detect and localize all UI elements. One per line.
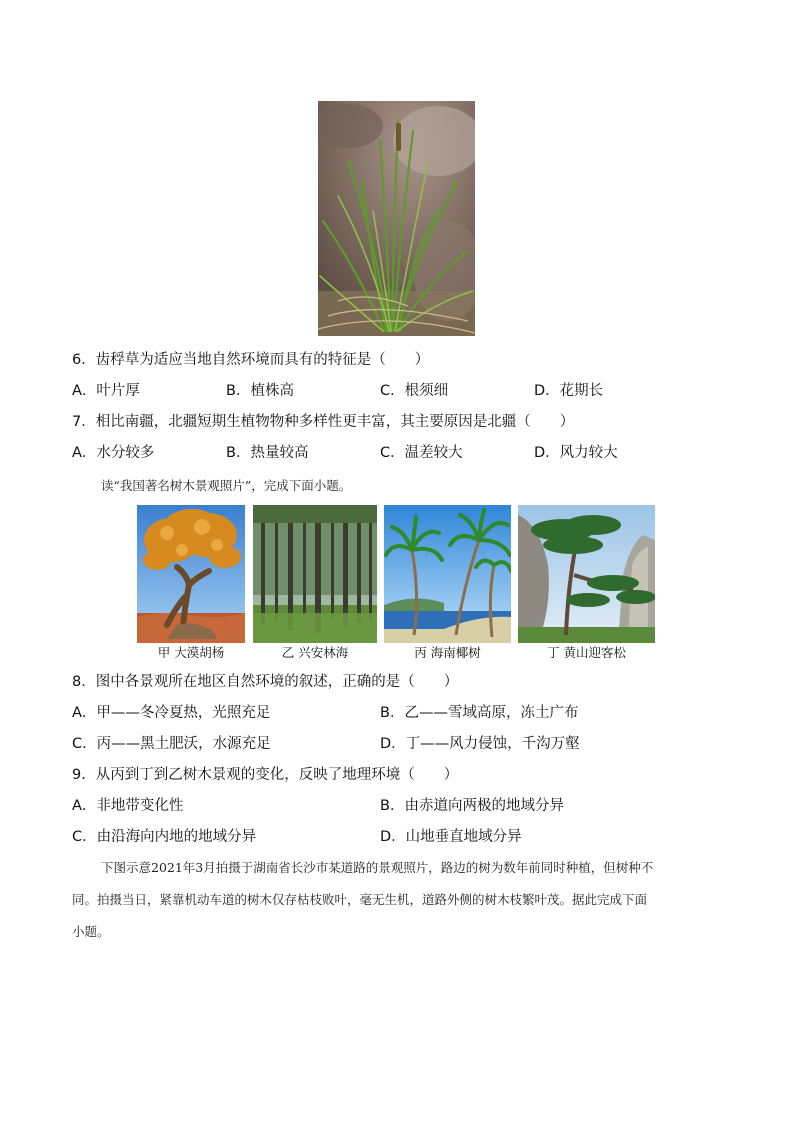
q6-stem: 6．齿稃草为适应当地自然环境而具有的特征是（ ） <box>72 352 430 368</box>
q7-option-a[interactable]: A．水分较多 <box>72 445 155 461</box>
caption-coconut-palm: 丙 海南椰树 <box>414 645 481 660</box>
q8-stem: 8．图中各景观所在地区自然环境的叙述，正确的是（ ） <box>72 674 459 690</box>
q7-stem: 7．相比南疆，北疆短期生植物物种多样性更丰富，其主要原因是北疆（ ） <box>72 414 575 430</box>
q8-option-a[interactable]: A．甲——冬冷夏热，光照充足 <box>72 705 271 721</box>
intro-tree-photos: 读“我国著名树木景观照片”，完成下面小题。 <box>101 478 352 493</box>
intro-road-photo-line-2: 同。拍摄当日，紧靠机动车道的树木仅存枯枝败叶，毫无生机，道路外侧的树木枝繁叶茂。据此完成下面 <box>72 892 648 907</box>
q9-option-b[interactable]: B．由赤道向两极的地域分异 <box>380 798 564 814</box>
intro-road-photo-line-1: 下图示意2021年3月拍摄于湖南省长沙市某道路的景观照片，路边的树为数年前同时种植，但树种不 <box>101 860 654 875</box>
intro-road-photo-line-3: 小题。 <box>72 924 110 939</box>
q8-option-c[interactable]: C．丙——黑土肥沃，水源充足 <box>72 736 271 752</box>
q9-option-d[interactable]: D．山地垂直地域分异 <box>380 829 522 845</box>
sedge-grass-photo <box>318 101 475 336</box>
q7-option-b[interactable]: B．热量较高 <box>226 445 309 461</box>
sedge-grass-drawing <box>318 101 475 336</box>
q7-option-c[interactable]: C．温差较大 <box>380 445 463 461</box>
welcoming-pine-photo <box>518 505 655 643</box>
q9-option-c[interactable]: C．由沿海向内地的地域分异 <box>72 829 257 845</box>
q8-option-d[interactable]: D．丁——风力侵蚀，千沟万壑 <box>380 736 580 752</box>
desert-poplar-photo <box>137 505 245 643</box>
q6-option-a[interactable]: A．叶片厚 <box>72 383 140 399</box>
q7-option-d[interactable]: D．风力较大 <box>534 445 618 461</box>
caption-desert-poplar: 甲 大漠胡杨 <box>157 645 225 660</box>
q9-option-a[interactable]: A．非地带变化性 <box>72 798 184 814</box>
q6-option-c[interactable]: C．根须细 <box>380 383 449 399</box>
q8-option-b[interactable]: B．乙——雪域高原，冻土广布 <box>380 705 579 721</box>
caption-pine-forest: 乙 兴安林海 <box>281 645 349 660</box>
pine-forest-photo <box>253 505 377 643</box>
q6-option-b[interactable]: B．植株高 <box>226 383 294 399</box>
q9-stem: 9．从丙到丁到乙树木景观的变化，反映了地理环境（ ） <box>72 767 459 783</box>
q6-option-d[interactable]: D．花期长 <box>534 383 604 399</box>
caption-welcoming-pine: 丁 黄山迎客松 <box>547 645 626 660</box>
coconut-palm-photo <box>384 505 511 643</box>
